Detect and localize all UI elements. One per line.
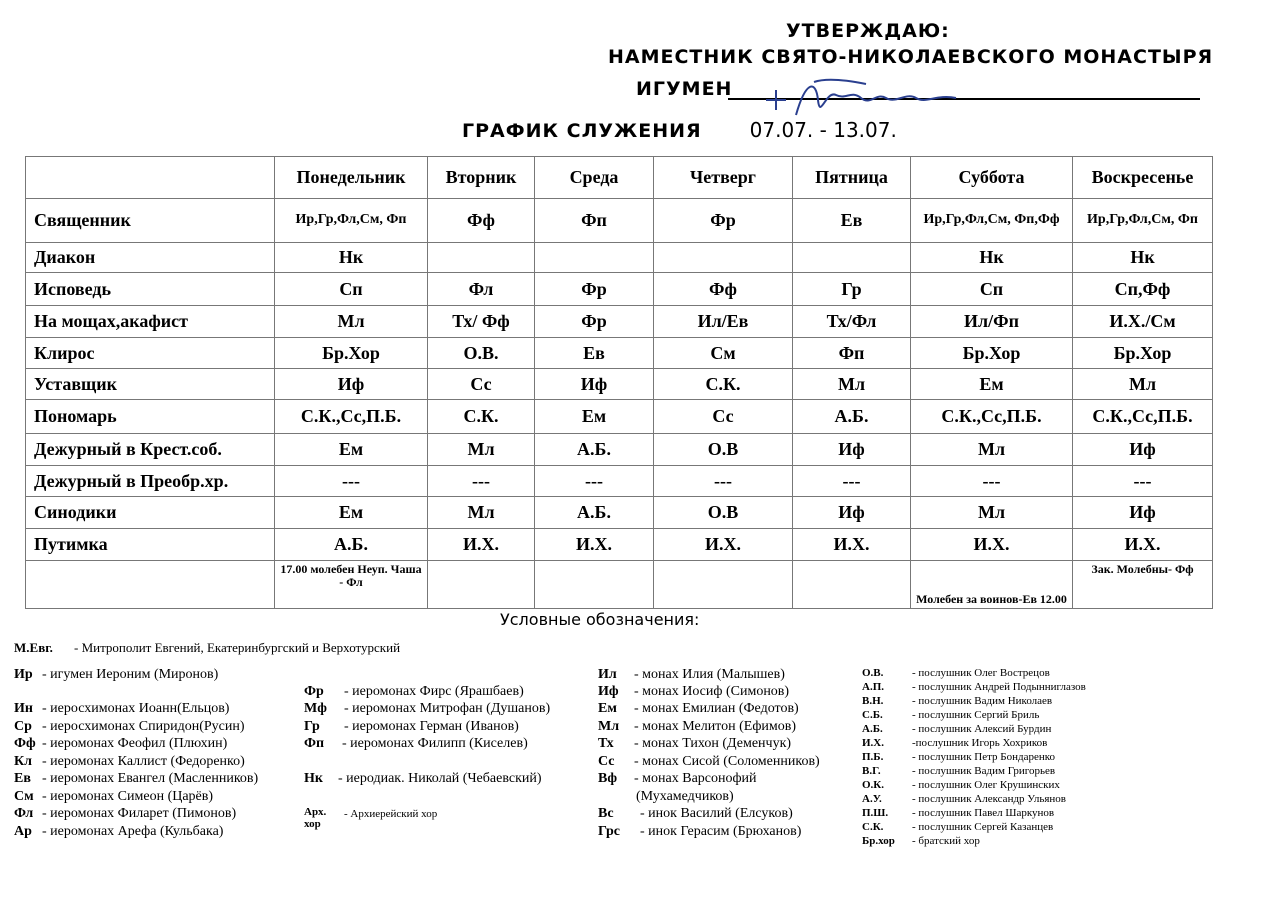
table-cell: С.К. [654, 369, 793, 400]
approve-heading: УТВЕРЖДАЮ: [786, 20, 950, 42]
title-text: ГРАФИК СЛУЖЕНИЯ [462, 120, 702, 142]
table-cell: Иф [793, 434, 911, 466]
sunday-note: Зак. Молебны- Фф [1073, 561, 1213, 609]
legend-abbr: М.Евг. [14, 640, 53, 655]
legend-text: - послушник Олег Вострецов [912, 667, 1050, 679]
table-cell: И.Х. [793, 529, 911, 561]
notes-row [26, 561, 1213, 609]
legend-text: - иеросхимонах Иоанн(Ельцов) [42, 701, 230, 716]
table-cell: О.В [654, 497, 793, 529]
table-cell: Ир,Гр,Фл,См, Фп [275, 199, 428, 243]
legend-text: - монах Варсонофий [634, 771, 757, 786]
legend-text: - иеромонах Фирс (Ярашбаев) [344, 684, 524, 699]
legend-text: - иеромонах Филарет (Пимонов) [42, 806, 237, 821]
table-cell: И.Х. [428, 529, 535, 561]
header-row [26, 157, 1213, 199]
legend-abbr: И.Х. [862, 737, 884, 749]
legend-abbr: Гр [304, 719, 320, 734]
legend-item [14, 736, 227, 752]
table-cell [793, 561, 911, 609]
row-label: Дежурный в Преобр.хр. [26, 466, 275, 497]
table-cell [428, 561, 535, 609]
legend-item [598, 754, 820, 770]
legend-abbr: Фр [304, 684, 324, 699]
table-cell: Гр [793, 273, 911, 306]
legend-abbr: Ев [14, 771, 31, 786]
table-cell: И.Х./См [1073, 306, 1213, 338]
table-cell [428, 243, 535, 273]
legend-abbr: Нк [304, 771, 323, 786]
legend-item [598, 806, 793, 822]
legend-text: - монах Мелитон (Ефимов) [634, 719, 797, 734]
legend-abbr: Сс [598, 754, 615, 769]
table-cell: Ем [275, 434, 428, 466]
table-cell: И.Х. [654, 529, 793, 561]
approver-rank: ИГУМЕН [636, 78, 733, 100]
legend-abbr: См [14, 789, 34, 804]
day-header: Пятница [793, 157, 911, 199]
table-cell: Ир,Гр,Фл,См, Фп,Фф [911, 199, 1073, 243]
monday-note: 17.00 молебен Неуп. Чаша - Фл [275, 561, 428, 609]
legend-item [862, 793, 1066, 805]
table-cell: И.Х. [1073, 529, 1213, 561]
table-cell [535, 561, 654, 609]
legend-item [598, 701, 799, 717]
table-cell: А.Б. [535, 434, 654, 466]
legend-item [14, 824, 223, 840]
row-label: Путимка [26, 529, 275, 561]
table-cell: Мл [275, 306, 428, 338]
legend-abbr: Грс [598, 824, 621, 839]
legend-abbr: А.Б. [862, 723, 883, 735]
legend-abbr: Бр.хор [862, 835, 895, 847]
table-cell: Бр.Хор [1073, 338, 1213, 369]
table-cell: Фп [535, 199, 654, 243]
table-row [26, 338, 1213, 369]
legend-abbr: Ир [14, 667, 33, 682]
legend-abbr: Кл [14, 754, 33, 769]
table-cell: Нк [911, 243, 1073, 273]
table-cell [654, 561, 793, 609]
legend-item [598, 719, 796, 735]
table-cell: А.Б. [275, 529, 428, 561]
legend-item [14, 640, 400, 656]
table-cell: Иф [1073, 434, 1213, 466]
legend-abbr: О.В. [862, 667, 884, 679]
legend-text: - послушник Вадим Григорьев [912, 765, 1056, 777]
table-cell: С.К.,Сс,П.Б. [275, 400, 428, 434]
row-label: Священник [26, 199, 275, 243]
legend-item [14, 789, 213, 805]
approver-position: НАМЕСТНИК СВЯТО-НИКОЛАЕВСКОГО МОНАСТЫРЯ [608, 46, 1214, 68]
table-cell: --- [654, 466, 793, 497]
table-cell: Ил/Фп [911, 306, 1073, 338]
table-cell: Ев [793, 199, 911, 243]
day-header: Вторник [428, 157, 535, 199]
row-label: Диакон [26, 243, 275, 273]
legend-text: - иеросхимонах Спиридон(Русин) [42, 719, 245, 734]
legend-item [862, 807, 1054, 819]
legend-abbr: А.П. [862, 681, 884, 693]
legend-text: - игумен Иероним (Миронов) [42, 667, 219, 682]
legend-item [862, 695, 1052, 707]
legend-text: - инок Герасим (Брюханов) [640, 824, 802, 839]
legend-item [598, 771, 757, 787]
legend-text: (Мухамедчиков) [636, 789, 734, 804]
page-title [462, 118, 897, 142]
legend-text: - монах Иосиф (Симонов) [634, 684, 790, 699]
legend-text: - послушник Алексий Бурдин [912, 723, 1052, 735]
table-cell: --- [275, 466, 428, 497]
table-cell: Ев [535, 338, 654, 369]
legend-item [14, 701, 229, 717]
table-cell [793, 243, 911, 273]
table-cell: Фп [793, 338, 911, 369]
row-label: Исповедь [26, 273, 275, 306]
legend-abbr: О.К. [862, 779, 885, 791]
table-cell: И.Х. [535, 529, 654, 561]
table-row [26, 400, 1213, 434]
legend-abbr: П.Б. [862, 751, 884, 763]
legend-abbr: Ср [14, 719, 32, 734]
legend-text: - иеромонах Симеон (Царёв) [42, 789, 214, 804]
legend-item [862, 737, 1047, 749]
legend-item [14, 754, 245, 770]
legend-text: - Митрополит Евгений, Екатеринбургский и Верхотурский [74, 640, 401, 655]
legend-item [14, 667, 218, 683]
legend-item [598, 824, 801, 840]
saturday-note: Молебен за воинов-Ев 12.00 [911, 561, 1073, 609]
legend-item [304, 701, 550, 717]
row-label: Пономарь [26, 400, 275, 434]
table-cell: --- [793, 466, 911, 497]
table-cell: Фф [654, 273, 793, 306]
table-cell: Ил/Ев [654, 306, 793, 338]
legend-abbr: П.Ш. [862, 807, 889, 819]
table-cell [535, 243, 654, 273]
legend-item [304, 806, 437, 830]
legend-abbr: С.К. [862, 821, 884, 833]
table-cell: Фф [428, 199, 535, 243]
legend-text: - иеромонах Филипп (Киселев) [342, 736, 528, 751]
table-cell: Тх/Фл [793, 306, 911, 338]
legend-text: - послушник Олег Крушинских [912, 779, 1060, 791]
legend-item [304, 736, 528, 752]
legend-text: - послушник Сергей Казанцев [912, 821, 1054, 833]
legend-text: - иеродиак. Николай (Чебаевский) [338, 771, 542, 786]
legend-item [304, 684, 524, 700]
legend-text: - послушник Андрей Подынниглазов [912, 681, 1086, 693]
table-cell: Сп,Фф [1073, 273, 1213, 306]
table-cell: Фр [535, 273, 654, 306]
row-label: Клирос [26, 338, 275, 369]
row-label: Синодики [26, 497, 275, 529]
table-cell: Ем [535, 400, 654, 434]
legend-abbr: Ем [598, 701, 617, 716]
table-cell [654, 243, 793, 273]
table-cell: Сп [275, 273, 428, 306]
table-cell: --- [1073, 466, 1213, 497]
table-cell [26, 561, 275, 609]
table-cell: --- [428, 466, 535, 497]
legend-text: - иеромонах Феофил (Плюхин) [42, 736, 228, 751]
legend-abbr: Ил [598, 667, 617, 682]
legend-text: - монах Тихон (Деменчук) [634, 736, 792, 751]
table-cell: А.Б. [535, 497, 654, 529]
table-cell: Иф [535, 369, 654, 400]
legend-abbr: В.Г. [862, 765, 881, 777]
table-cell: Сс [654, 400, 793, 434]
legend-item [862, 709, 1039, 721]
table-cell: Мл [428, 497, 535, 529]
table-cell: Мл [911, 434, 1073, 466]
legend-text: - послушник Вадим Николаев [912, 695, 1053, 707]
table-row [26, 497, 1213, 529]
legend-abbr: Арх. хор [304, 806, 327, 830]
table-row [26, 306, 1213, 338]
legend-text: - монах Илия (Малышев) [634, 667, 785, 682]
legend-item [598, 667, 785, 683]
legend-text: - братский хор [912, 835, 980, 847]
day-header: Понедельник [275, 157, 428, 199]
legend-text: - иеромонах Герман (Иванов) [344, 719, 519, 734]
legend-text: - монах Сисой (Соломенников) [634, 754, 820, 769]
legend-item [14, 719, 245, 735]
day-header: Суббота [911, 157, 1073, 199]
day-header: Четверг [654, 157, 793, 199]
date-range: 07.07. - 13.07. [749, 118, 897, 142]
table-row [26, 273, 1213, 306]
legend-abbr: В.Н. [862, 695, 884, 707]
row-label: На мощах,акафист [26, 306, 275, 338]
table-cell: О.В. [428, 338, 535, 369]
table-cell: Нк [1073, 243, 1213, 273]
table-cell: Мл [911, 497, 1073, 529]
table-cell: Мл [428, 434, 535, 466]
legend-text: - послушник Сергий Бриль [912, 709, 1040, 721]
table-cell: Иф [793, 497, 911, 529]
legend-item [598, 736, 791, 752]
table-row [26, 199, 1213, 243]
corner-cell [26, 157, 275, 199]
legend-abbr: Тх [598, 736, 614, 751]
row-label: Уставщик [26, 369, 275, 400]
table-cell: Нк [275, 243, 428, 273]
table-cell: Фр [654, 199, 793, 243]
table-cell: Ир,Гр,Фл,См, Фп [1073, 199, 1213, 243]
legend-item [304, 719, 519, 735]
table-cell: --- [535, 466, 654, 497]
schedule-table [25, 156, 1213, 609]
table-row [26, 243, 1213, 273]
table-cell: См [654, 338, 793, 369]
table-cell: Сс [428, 369, 535, 400]
legend-item [304, 771, 542, 787]
legend-abbr: Иф [598, 684, 619, 699]
legend-item [862, 751, 1055, 763]
legend-abbr: С.Б. [862, 709, 883, 721]
table-cell: О.В [654, 434, 793, 466]
legend-abbr: Мф [304, 701, 327, 716]
legend-abbr: Фф [14, 736, 36, 751]
legend-text: -послушник Игорь Хохриков [912, 737, 1048, 749]
legend-abbr: Ин [14, 701, 33, 716]
table-cell: Иф [1073, 497, 1213, 529]
legend-abbr: Ар [14, 824, 32, 839]
legend-text: - послушник Павел Шаркунов [912, 807, 1055, 819]
table-row [26, 369, 1213, 400]
table-cell: Ем [275, 497, 428, 529]
table-cell: Мл [793, 369, 911, 400]
table-cell: И.Х. [911, 529, 1073, 561]
legend-item [862, 835, 980, 847]
legend-text: - послушник Петр Бондаренко [912, 751, 1056, 763]
legend-text: - Архиерейский хор [344, 808, 438, 820]
legend-text: - иеромонах Евангел (Масленников) [42, 771, 259, 786]
table-cell: Тх/ Фф [428, 306, 535, 338]
table-cell: С.К. [428, 400, 535, 434]
table-row [26, 529, 1213, 561]
table-cell: Мл [1073, 369, 1213, 400]
legend-text: - иеромонах Каллист (Федоренко) [42, 754, 245, 769]
legend-item [636, 789, 734, 805]
table-cell: Ем [911, 369, 1073, 400]
row-label: Дежурный в Крест.соб. [26, 434, 275, 466]
legend-abbr: Вф [598, 771, 618, 786]
legend-abbr: Фл [14, 806, 34, 821]
legend-item [862, 779, 1060, 791]
table-cell: Иф [275, 369, 428, 400]
table-cell: Фл [428, 273, 535, 306]
legend-text: - иеромонах Митрофан (Душанов) [344, 701, 551, 716]
table-cell: А.Б. [793, 400, 911, 434]
table-cell: Фр [535, 306, 654, 338]
table-row [26, 466, 1213, 497]
legend-item [862, 681, 1086, 693]
legend-abbr: А.У. [862, 793, 882, 805]
legend-item [862, 723, 1051, 735]
legend-abbr: Вс [598, 806, 614, 821]
legend-item [598, 684, 789, 700]
table-row [26, 434, 1213, 466]
table-cell: С.К.,Сс,П.Б. [1073, 400, 1213, 434]
table-cell: --- [911, 466, 1073, 497]
legend-abbr: Фп [304, 736, 325, 751]
table-cell: Бр.Хор [275, 338, 428, 369]
table-cell: С.К.,Сс,П.Б. [911, 400, 1073, 434]
legend-item [862, 765, 1055, 777]
day-header: Среда [535, 157, 654, 199]
legend-title: Условные обозначения: [500, 610, 700, 629]
legend-text: - послушник Александр Ульянов [912, 793, 1066, 805]
legend-text: - иеромонах Арефа (Кульбака) [42, 824, 224, 839]
legend-text: - монах Емилиан (Федотов) [634, 701, 799, 716]
table-cell: Сп [911, 273, 1073, 306]
legend-item [14, 771, 258, 787]
legend-abbr: Мл [598, 719, 620, 734]
legend-text: - инок Василий (Елсуков) [640, 806, 793, 821]
legend-item [862, 667, 1050, 679]
table-cell: Бр.Хор [911, 338, 1073, 369]
day-header: Воскресенье [1073, 157, 1213, 199]
legend-item [14, 806, 236, 822]
legend-item [862, 821, 1053, 833]
